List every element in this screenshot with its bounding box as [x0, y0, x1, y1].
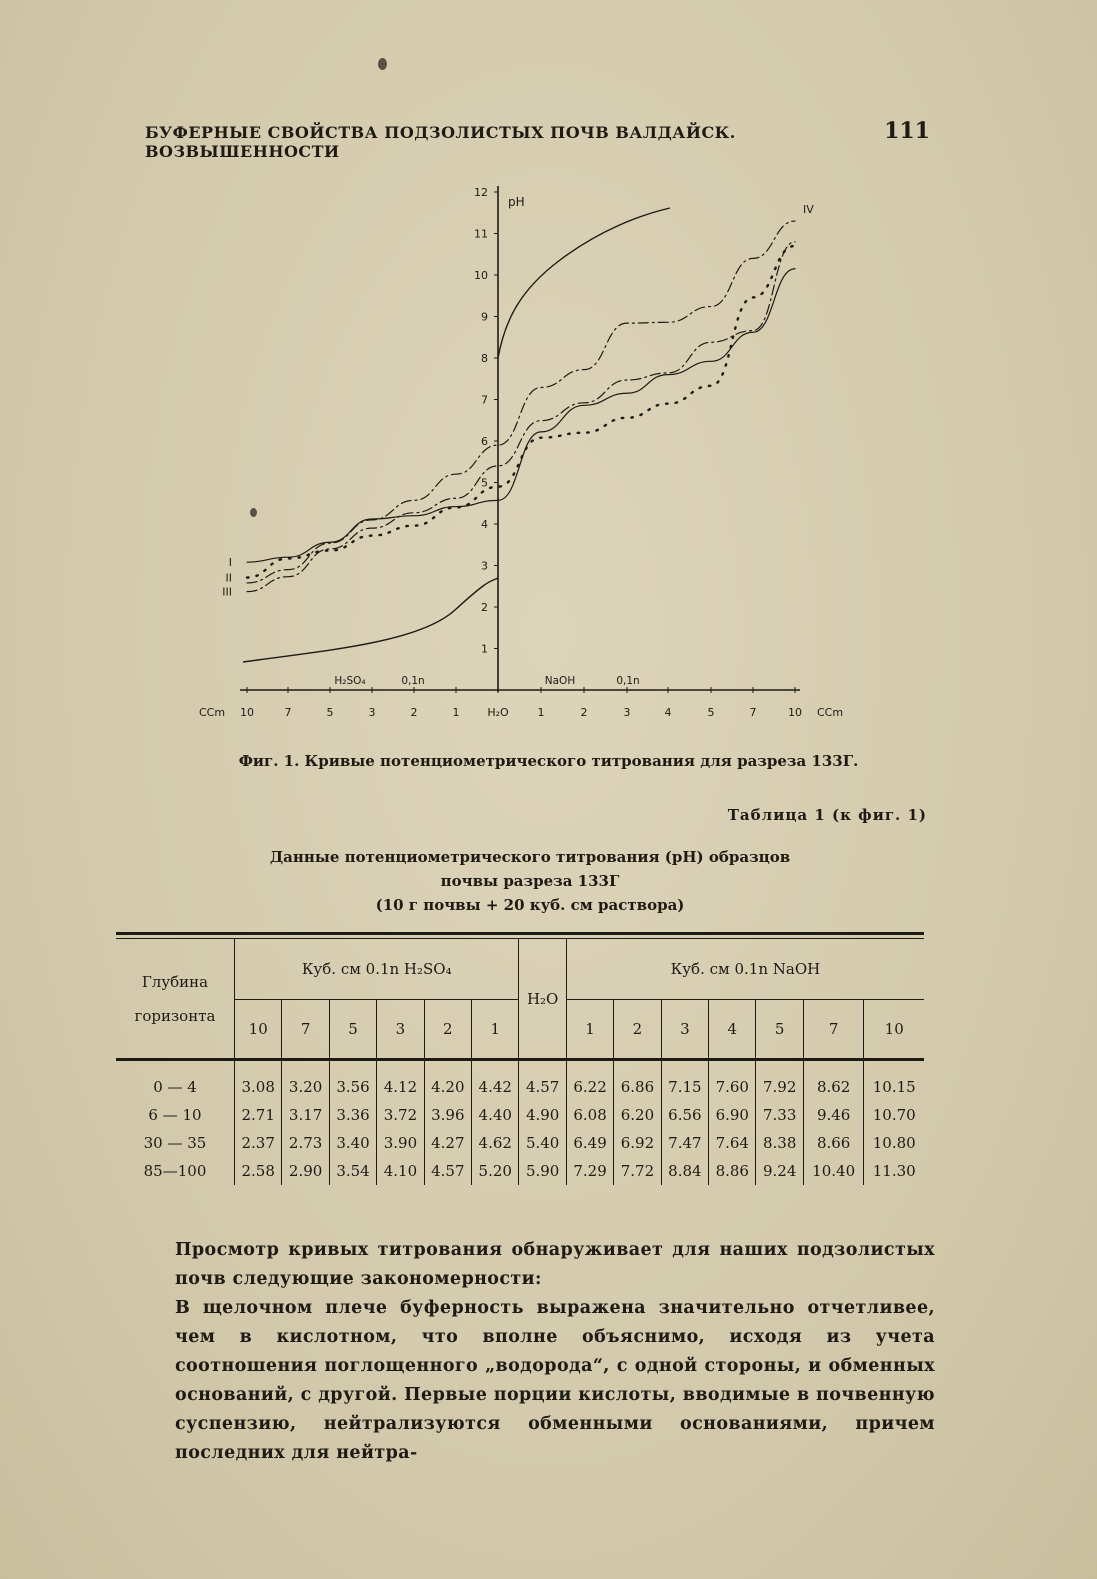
page-number: 111 — [884, 118, 930, 144]
ph-value-cell: 3.17 — [282, 1101, 329, 1129]
y-tick-label: 9 — [481, 310, 488, 324]
depth-cell: 85—100 — [143, 1162, 207, 1180]
series-line-iii — [247, 242, 795, 592]
curve-label: II — [225, 571, 232, 585]
acid-col-header: 10 — [235, 1000, 282, 1060]
ph-value-cell: 7.47 — [661, 1129, 708, 1157]
y-tick-label: 11 — [474, 227, 488, 241]
titration-table-block — [116, 932, 924, 1185]
x-tick-label: 2 — [410, 706, 418, 719]
base-group-header: Куб. см 0.1n NaOH — [566, 939, 924, 1000]
depth-cell: 6 — 10 — [148, 1106, 202, 1124]
base-col-header: 1 — [566, 1000, 613, 1060]
ph-value-cell: 3.54 — [329, 1157, 376, 1185]
water-header: H₂O — [519, 939, 566, 1060]
series-line-iv — [247, 221, 795, 583]
depth-header — [116, 939, 235, 1060]
acid-col-header: 3 — [377, 1000, 424, 1060]
series-line-i — [247, 269, 795, 562]
table-top-rule — [116, 932, 924, 939]
ph-value-cell: 4.27 — [424, 1129, 471, 1157]
ph-value-cell: 6.08 — [566, 1101, 613, 1129]
ph-value-cell: 2.58 — [235, 1157, 282, 1185]
ph-value-cell: 3.56 — [329, 1060, 376, 1102]
y-tick-label: 7 — [481, 393, 488, 407]
ph-value-cell: 7.29 — [566, 1157, 613, 1185]
ph-value-cell: 4.42 — [472, 1060, 519, 1102]
y-tick-label: 5 — [481, 476, 488, 490]
base-conc-label: 0,1n — [616, 675, 640, 687]
ph-value-cell: 5.20 — [472, 1157, 519, 1185]
ph-value-cell: 7.60 — [709, 1060, 756, 1102]
table-title-line: почвы разреза 133Г — [440, 872, 620, 890]
ph-value-cell: 7.64 — [709, 1129, 756, 1157]
base-col-header: 10 — [864, 1000, 924, 1060]
x-tick-label: 2 — [580, 706, 588, 719]
ph-value-cell: 4.57 — [519, 1060, 566, 1102]
y-tick-label: 10 — [474, 269, 488, 282]
x-tick-label: H₂O — [487, 706, 509, 719]
ph-value-cell: 9.24 — [756, 1157, 803, 1185]
table-row — [116, 1157, 924, 1185]
y-tick-label: 8 — [481, 352, 488, 365]
base-col-header: 3 — [661, 1000, 708, 1060]
curve-label: III — [222, 585, 232, 599]
figure-caption: Фиг. 1. Кривые потенциометрического титрования для разреза 133Г. — [238, 752, 859, 770]
curve-label: I — [228, 556, 232, 570]
ph-value-cell: 8.84 — [661, 1157, 708, 1185]
ph-value-cell: 11.30 — [864, 1157, 924, 1185]
acid-col-header: 7 — [282, 1000, 329, 1060]
depth-cell: 30 — 35 — [143, 1134, 207, 1152]
y-tick-label: 12 — [474, 186, 488, 199]
ph-value-cell: 8.66 — [803, 1129, 864, 1157]
x-tick-label: 5 — [707, 706, 715, 719]
lower-curve — [243, 578, 498, 662]
ph-value-cell: 3.40 — [329, 1129, 376, 1157]
x-tick-label: 1 — [537, 706, 545, 719]
ph-value-cell: 10.40 — [803, 1157, 864, 1185]
ph-value-cell: 4.10 — [377, 1157, 424, 1185]
y-tick-label: 2 — [481, 601, 488, 614]
x-tick-label: 1 — [452, 706, 460, 719]
ph-value-cell: 7.33 — [756, 1101, 803, 1129]
acid-col-header: 5 — [329, 1000, 376, 1060]
ph-value-cell: 2.90 — [282, 1157, 329, 1185]
base-col-header: 7 — [803, 1000, 864, 1060]
y-tick-label: 3 — [481, 559, 488, 573]
ph-value-cell: 7.72 — [614, 1157, 661, 1185]
table-row — [116, 1101, 924, 1129]
ph-value-cell: 6.86 — [614, 1060, 661, 1102]
acid-group-header: Куб. см 0.1n H₂SO₄ — [235, 939, 519, 1000]
ph-value-cell: 4.20 — [424, 1060, 471, 1102]
ph-value-cell: 3.36 — [329, 1101, 376, 1129]
x-tick-label: 3 — [368, 706, 376, 719]
ph-value-cell: 2.73 — [282, 1129, 329, 1157]
x-tick-label: 4 — [664, 706, 672, 719]
x-tick-label: 10 — [240, 706, 254, 719]
ph-value-cell: 8.38 — [756, 1129, 803, 1157]
x-tick-label: 7 — [749, 706, 757, 719]
titration-figure — [0, 180, 1097, 740]
ph-value-cell: 6.92 — [614, 1129, 661, 1157]
table-row — [116, 1129, 924, 1157]
ph-value-cell: 4.57 — [424, 1157, 471, 1185]
depth-header-line: Глубина — [141, 972, 209, 991]
ph-value-cell: 2.37 — [235, 1129, 282, 1157]
ph-value-cell: 6.49 — [566, 1129, 613, 1157]
running-title: БУФЕРНЫЕ СВОЙСТВА ПОДЗОЛИСТЫХ ПОЧВ ВАЛДАЙСК. ВОЗВЫШЕННОСТИ — [145, 123, 736, 161]
acid-label: H₂SO₄ — [334, 675, 366, 687]
body-text — [175, 1236, 935, 1468]
ph-value-cell: 7.92 — [756, 1060, 803, 1102]
titration-chart — [0, 180, 1097, 740]
y-axis-label: pH — [508, 195, 525, 209]
ph-value-cell: 6.90 — [709, 1101, 756, 1129]
ph-value-cell: 5.40 — [519, 1129, 566, 1157]
base-label: NaOH — [544, 675, 576, 687]
y-tick-label: 6 — [481, 435, 488, 448]
ph-value-cell: 4.12 — [377, 1060, 424, 1102]
titration-table — [116, 939, 924, 1185]
ph-value-cell: 10.70 — [864, 1101, 924, 1129]
ph-value-cell: 3.08 — [235, 1060, 282, 1102]
x-tick-label: 3 — [623, 706, 631, 719]
paragraph: Просмотр кривых титрования обнаруживает для наших подзолистых почв следующие закономерности: — [175, 1240, 935, 1289]
ph-value-cell: 8.62 — [803, 1060, 864, 1102]
ink-blot — [378, 58, 387, 70]
ph-value-cell: 6.56 — [661, 1101, 708, 1129]
y-tick-label: 4 — [481, 518, 488, 531]
ph-value-cell: 4.62 — [472, 1129, 519, 1157]
running-head — [145, 118, 930, 161]
table-row — [116, 1060, 924, 1102]
ph-value-cell: 2.71 — [235, 1101, 282, 1129]
ph-value-cell: 6.22 — [566, 1060, 613, 1102]
ph-value-cell: 3.96 — [424, 1101, 471, 1129]
upper-curve — [498, 208, 670, 358]
table-title — [0, 845, 1060, 917]
base-col-header: 2 — [614, 1000, 661, 1060]
table-title-line: (10 г почвы + 20 куб. см раствора) — [375, 896, 685, 914]
ph-value-cell: 6.20 — [614, 1101, 661, 1129]
depth-header-line: горизонта — [134, 1006, 216, 1025]
acid-col-header: 1 — [472, 1000, 519, 1060]
base-col-header: 5 — [756, 1000, 803, 1060]
y-tick-label: 1 — [481, 642, 488, 656]
acid-conc-label: 0,1n — [401, 675, 425, 687]
ph-value-cell: 10.15 — [864, 1060, 924, 1102]
base-col-header: 4 — [709, 1000, 756, 1060]
ph-value-cell: 3.90 — [377, 1129, 424, 1157]
ph-value-cell: 10.80 — [864, 1129, 924, 1157]
ph-value-cell: 3.20 — [282, 1060, 329, 1102]
paragraph: В щелочном плече буферность выражена значительно отчетливее, чем в кислотном, что вполне объяснимо, исходя из учета соотношения поглощенного „водорода“, с одной стороны, и обменных оснований, с другой. Первые порции кислоты, вводимые в почвенную суспензию, нейтрализуются обменными основаниями, причем последних для нейтра- — [175, 1298, 935, 1463]
ph-value-cell: 4.90 — [519, 1101, 566, 1129]
x-tick-label: 10 — [788, 706, 802, 719]
depth-cell: 0 — 4 — [153, 1078, 197, 1096]
ph-value-cell: 3.72 — [377, 1101, 424, 1129]
ph-value-cell: 9.46 — [803, 1101, 864, 1129]
x-unit-label: CCm — [816, 706, 844, 719]
ph-value-cell: 4.40 — [472, 1101, 519, 1129]
x-tick-label: 7 — [284, 706, 292, 719]
x-unit-label: CCm — [198, 706, 226, 719]
acid-col-header: 2 — [424, 1000, 471, 1060]
table-title-line: Данные потенциометрического титрования (pH) образцов — [269, 848, 791, 866]
table-label: Таблица 1 (к фиг. 1) — [727, 806, 927, 824]
ph-value-cell: 8.86 — [709, 1157, 756, 1185]
curve-label: IV — [803, 203, 814, 217]
ph-value-cell: 5.90 — [519, 1157, 566, 1185]
ph-value-cell: 7.15 — [661, 1060, 708, 1102]
x-tick-label: 5 — [326, 706, 334, 719]
